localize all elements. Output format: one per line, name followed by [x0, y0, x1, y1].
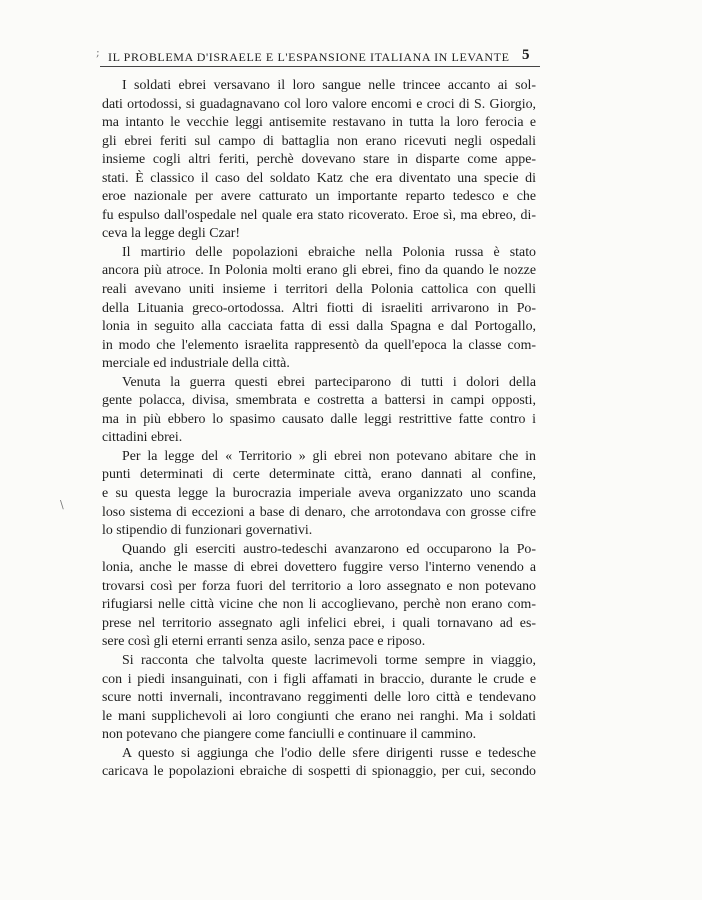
text-line: eroe nazionale per avere catturato un importante reparto tedesco e che: [102, 189, 536, 205]
text-line: A questo si aggiunga che l'odio delle sfere dirigenti russe e tedesche: [122, 745, 536, 761]
text-line: ma intanto le vecchie leggi antisemite restavano in tutta la loro ferocia e: [102, 115, 536, 131]
text-line: Quando gli eserciti austro-tedeschi avanzarono ed occuparono la Po-: [122, 541, 536, 557]
text-line: Il martirio delle popolazioni ebraiche nella Polonia russa è stato: [122, 244, 536, 260]
text-line: trovarsi così per forza fuori del territorio a loro assegnato e non potevano: [102, 578, 536, 594]
scan-speck: ;: [96, 46, 100, 59]
text-line: I soldati ebrei versavano il loro sangue nelle trincee accanto ai sol-: [122, 78, 536, 93]
text-line: le mani supplichevoli ai loro congiunti che erano nei ranghi. Ma i soldati: [102, 708, 536, 724]
text-line: stati. È classico il caso del soldato Katz che era diventato una specie di: [102, 170, 536, 186]
text-line: scure notti invernali, incontravano reggimenti delle loro città e tendevano: [102, 690, 536, 706]
text-line: merciale ed industriale della città.: [102, 356, 290, 372]
text-line: punti determinati di certe determinate città, erano dannati al confine,: [102, 467, 536, 483]
text-line: dati ortodossi, si guadagnavano col loro valore encomi e croci di S. Giorgio,: [102, 96, 536, 112]
scan-speck: \: [60, 498, 64, 511]
text-line: non potevano che piangere come fanciulli e continuare il cammino.: [102, 727, 477, 743]
text-line: lonia, anche le masse di ebrei dovettero fuggire verso l'interno venendo a: [102, 560, 536, 576]
text-line: gli ebrei feriti sul campo di battaglia non erano ricevuti negli ospedali: [102, 133, 536, 149]
running-head-title: IL PROBLEMA D'ISRAELE E L'ESPANSIONE ITALIANA IN LEVANTE: [108, 50, 510, 64]
text-line: caricava le popolazioni ebraiche di sospetti di spionaggio, per cui, secondo: [102, 764, 536, 780]
text-line: prese nel territorio assegnato agli infelici ebrei, i quali tornavano ad es-: [102, 615, 536, 631]
page-number: 5: [522, 47, 530, 63]
text-line: Per la legge del « Territorio » gli ebrei non potevano abitare che in: [122, 448, 536, 464]
text-line: lo stipendio di funzionari governativi.: [102, 523, 313, 539]
text-line: e su questa legge la burocrazia imperiale aveva organizzato uno scanda: [102, 486, 536, 502]
text-line: lonia in seguito alla cacciata fatta di essi dalla Spagna e dal Portogallo,: [102, 319, 536, 335]
text-line: sere così gli eterni erranti senza asilo, senza pace e riposo.: [102, 634, 426, 650]
text-line: in modo che l'elemento israelita rappresentò da quell'epoca la classe com-: [102, 337, 536, 353]
text-line: ancora più atroce. In Polonia molti erano gli ebrei, fino da quando le nozze: [102, 263, 536, 279]
text-line: ceva la legge degli Czar!: [102, 226, 241, 242]
body-text: [102, 77, 536, 782]
text-line: reali avevano uniti insieme i territori della Polonia cattolica con quelli: [102, 282, 536, 298]
header-rule: [100, 66, 540, 67]
text-line: loso sistema di eccezioni a base di denaro, che arrotondava con grosse cifre: [102, 504, 536, 520]
text-line: ma in più ebbero lo spasimo causato dalle leggi restrittive fatte contro i: [102, 411, 536, 427]
text-line: Venuta la guerra questi ebrei parteciparono di tutti i dolori della: [122, 374, 536, 390]
text-line: con i piedi insanguinati, con i figli affamati in braccio, durante le crude e: [102, 671, 536, 687]
text-line: insieme cogli altri feriti, perchè dovevano stare in disparte come appe-: [102, 152, 536, 168]
text-line: della Lituania greco-ortodossa. Altri fiotti di israeliti arrivarono in Po-: [102, 300, 536, 316]
text-line: gente polacca, divisa, smembrata e costretta a battersi in campi opposti,: [102, 393, 536, 409]
text-line: cittadini ebrei.: [102, 430, 183, 446]
text-line: fu espulso dall'ospedale nel quale era stato ricoverato. Eroe sì, ma ebreo, di-: [102, 207, 536, 223]
text-line: Si racconta che talvolta queste lacrimevoli torme sempre in viaggio,: [122, 652, 536, 668]
text-line: rifugiarsi nelle città vicine che non li accoglievano, perchè non erano com-: [102, 597, 536, 613]
